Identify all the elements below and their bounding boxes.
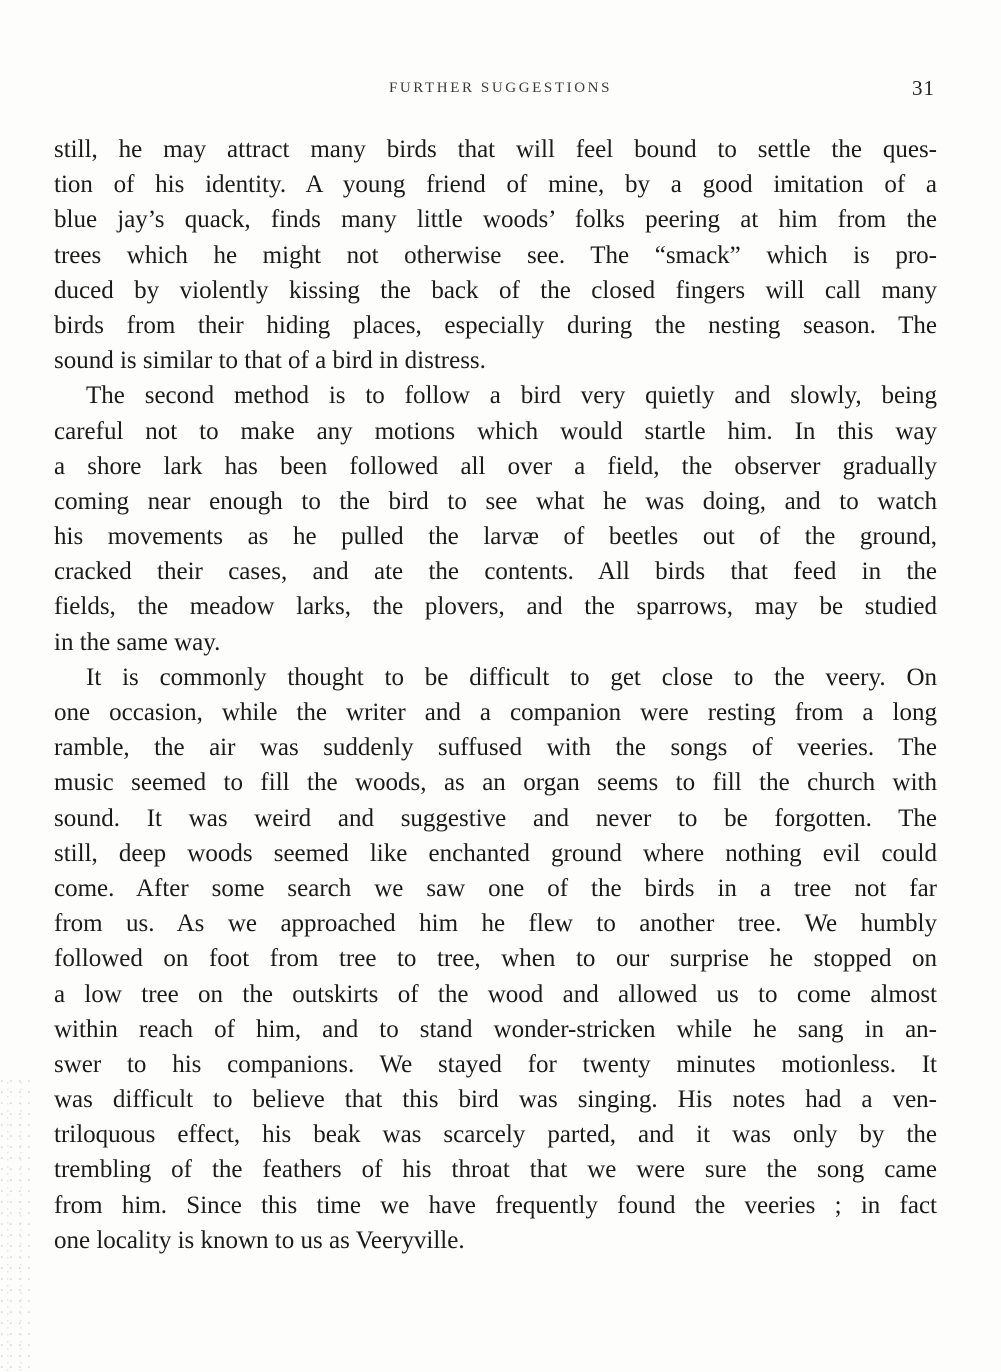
text-line: followed on foot from tree to tree, when to our surprise he stopped on [54, 945, 937, 973]
text-line: still, he may attract many birds that will feel bound to settle the ques- [54, 136, 937, 163]
scan-speckles [0, 1080, 30, 1372]
text-line: a low tree on the outskirts of the wood and allowed us to come almost [54, 980, 937, 1008]
text-line: one occasion, while the writer and a companion were resting from a long [54, 699, 937, 726]
text-line: sound is similar to that of a bird in distress. [54, 347, 486, 375]
text-line: trees which he might not otherwise see. The “smack” which is pro- [54, 241, 937, 269]
text-line: a shore lark has been followed all over a field, the observer gradually [54, 452, 937, 480]
text-line: sound. It was weird and suggestive and never to be forgotten. The [54, 804, 937, 832]
text-line: his movements as he pulled the larvæ of beetles out of the ground, [54, 523, 937, 551]
text-line: within reach of him, and to stand wonder-stricken while he sang in an- [54, 1015, 937, 1043]
text-line: swer to his companions. We stayed for twenty minutes motionless. It [54, 1050, 937, 1078]
text-line: from us. As we approached him he flew to another tree. We humbly [54, 910, 937, 938]
text-line: blue jay’s quack, finds many little woods’ folks peering at him from the [54, 206, 937, 234]
running-title: FURTHER SUGGESTIONS [388, 80, 613, 96]
text-line: from him. Since this time we have frequently found the veeries ; in fact [54, 1191, 937, 1219]
text-line: fields, the meadow larks, the plovers, and the sparrows, may be studied [54, 593, 937, 621]
text-line: coming near enough to the bird to see what he was doing, and to watch [54, 487, 937, 515]
text-line: was difficult to believe that this bird was singing. His notes had a ven- [54, 1086, 937, 1114]
text-line: cracked their cases, and ate the contents. All birds that feed in the [54, 558, 937, 586]
text-line: music seemed to fill the woods, as an organ seems to fill the church with [54, 769, 937, 797]
text-line: ramble, the air was suddenly suffused with the songs of veeries. The [54, 734, 937, 762]
text-line: triloquous effect, his beak was scarcely parted, and it was only by the [54, 1121, 937, 1149]
text-line: trembling of the feathers of his throat that we were sure the song came [54, 1156, 937, 1184]
text-line: still, deep woods seemed like enchanted ground where nothing evil could [54, 839, 937, 867]
text-line: The second method is to follow a bird very quietly and slowly, being [86, 382, 937, 410]
text-line: tion of his identity. A young friend of mine, by a good imitation of a [54, 171, 937, 199]
text-line: It is commonly thought to be difficult to get close to the veery. On [86, 663, 937, 691]
running-head [0, 78, 1001, 102]
text-line: careful not to make any motions which would startle him. In this way [54, 417, 937, 445]
page-number: 31 [912, 76, 935, 100]
text-line: one locality is known to us as Veeryville. [54, 1226, 465, 1254]
body-text [54, 132, 937, 1258]
text-line: come. After some search we saw one of the birds in a tree not far [54, 874, 937, 902]
text-line: in the same way. [54, 628, 221, 656]
text-line: birds from their hiding places, especially during the nesting season. The [54, 311, 937, 339]
text-line: duced by violently kissing the back of the closed fingers will call many [54, 276, 937, 304]
